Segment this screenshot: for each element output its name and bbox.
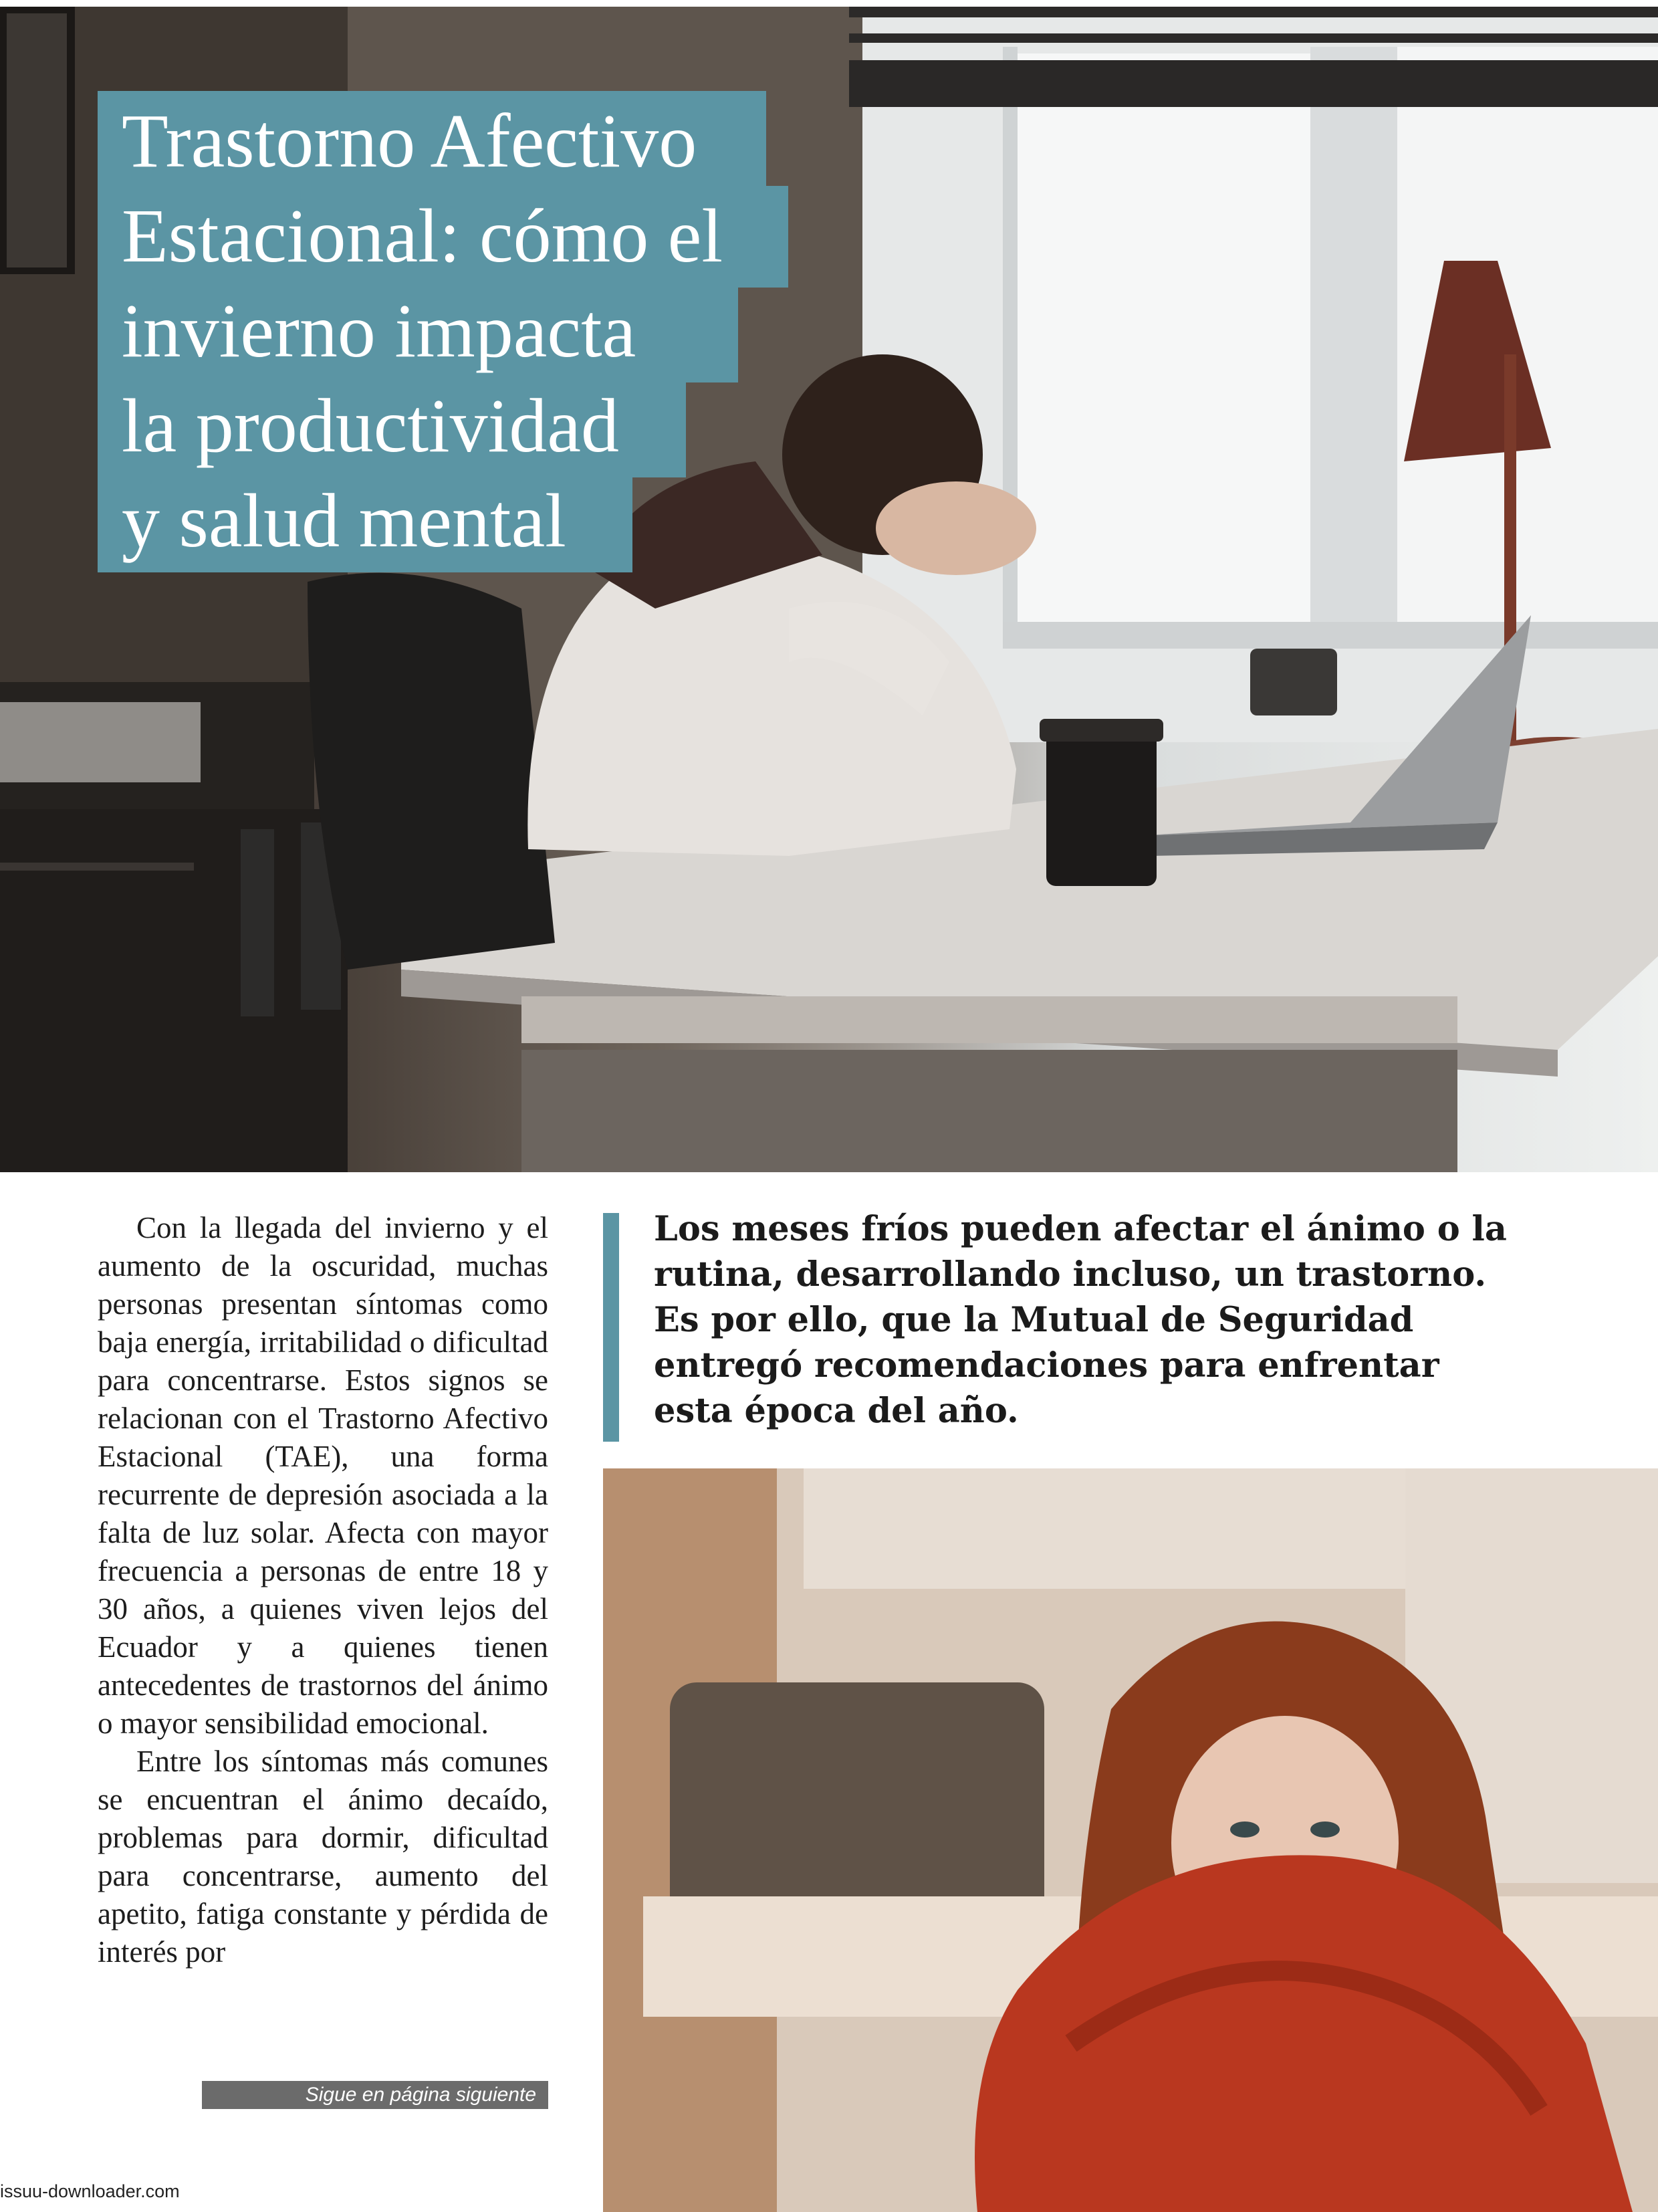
- watermark: issuu-downloader.com: [0, 2181, 180, 2201]
- title-line-1: Trastorno Afectivo: [98, 91, 766, 193]
- lead-accent-bar: [603, 1213, 619, 1442]
- article-lead: Los meses fríos pueden afectar el ánimo o la rutina, desarrollando incluso, un trastorno. Es por ello, que la Mutual de Seguridad entregó recomendaciones para enfrentar esta época del año.: [654, 1209, 1507, 1431]
- title-line-4: la productividad: [98, 376, 686, 477]
- title-line-3: invierno impacta: [98, 281, 738, 382]
- woman-blanket-photo: [603, 1468, 1658, 2212]
- title-line-5: y salud mental: [98, 471, 632, 572]
- article-body: [98, 1209, 548, 1971]
- body-paragraph: Entre los síntomas más comunes se encuentran el ánimo decaído, problemas para dormir, dificultad para concentrarse, aumento del apetito, fatiga constante y pérdida de interés por: [98, 1745, 548, 1969]
- hero-photo: [0, 7, 1658, 1172]
- continue-next-page-label: Sigue en página siguiente: [202, 2081, 548, 2109]
- body-paragraph: Con la llegada del invierno y el aumento de la oscuridad, muchas personas presentan síntomas como baja energía, irritabilidad o dificultad para concentrarse. Estos signos se relacionan con el Trastorno Afectivo Estacional (TAE), una forma recurrente de depresión asociada a la falta de luz solar. Afecta con mayor frecuencia a personas de entre 18 y 30 años, a quienes viven lejos del Ecuador y a quienes tienen antecedentes de trastornos del ánimo o mayor sensibilidad emocional.: [98, 1211, 548, 1740]
- title-line-2: Estacional: cómo el: [98, 186, 788, 288]
- woman-blanket-illustration: [603, 1468, 1658, 2212]
